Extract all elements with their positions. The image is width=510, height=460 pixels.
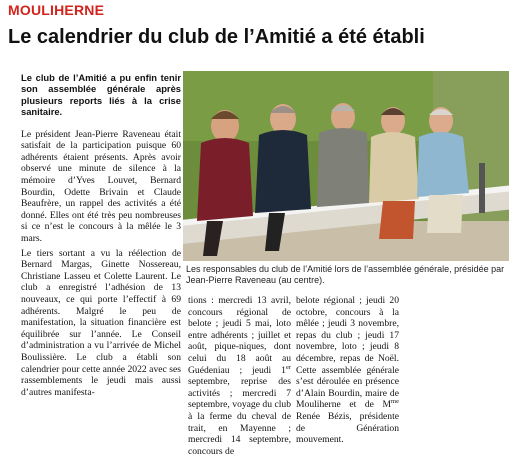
article-paragraph	[296, 295, 399, 446]
photo-illustration	[183, 71, 509, 261]
photo-caption: Les responsables du club de l’Amitié lors de l’assemblée générale, présidée par Jean-Pierre Raveneau (au centre).	[186, 264, 505, 285]
article-text-span: Renée Bézis, présidente de Génération mouvement.	[296, 410, 399, 446]
article-headline: Le calendrier du club de l’Amitié a été établi	[8, 26, 425, 48]
article-text-span: belote régional ; jeudi 20 octobre, concours à la mêlée ; jeudi 3 novembre, repas du club ; jeudi 17 novembre, loto ; jeudi 8 décembre, repas de Noël. Cette assemblée générale s’est déroulée en présence d’Alain Bourdin, maire de Mouliherne et de M	[296, 295, 399, 411]
ordinal-superscript: er	[285, 363, 291, 371]
article-paragraph: Le tiers sortant a vu la réélection de Bernard Margas, Ginette Nossereau, Christiane Lasseu et Colette Laurent. Le club a enregistré l’adhésion de 13 nouveaux, ce qui porte l’effectif à 69 adhérents. Malgré le peu de manifestation, la situation financière est équilibrée sur l’année. Le Conseil d’administration a vu l’arrivée de Michel Boulissière. Le club a établi son calendrier pour cette année 2022 avec ses rassemblements le jeudi mais aussi d’autres manifesta-	[21, 247, 181, 398]
article-lead: Le club de l’Amitié a pu enfin tenir son assemblée générale après plusieurs reports liés à la crise sanitaire.	[21, 72, 181, 118]
article-text-span: septembre, reprise des activités ; mercredi 7 septembre, voyage du club à la ferme du cheval de trait, en Mayenne ; mercredi 14 septembre, concours de	[188, 376, 291, 457]
section-kicker: MOULIHERNE	[8, 2, 105, 18]
article-column-1	[21, 72, 181, 401]
title-superscript: me	[391, 398, 399, 406]
article-column-3	[296, 295, 399, 449]
article-column-2	[188, 295, 291, 460]
article-photo	[183, 71, 509, 261]
article-paragraph	[188, 295, 291, 457]
article-text-span: tions : mercredi 13 avril, concours régional de belote ; jeudi 5 mai, loto entre adhérents ; juillet et août, pique-niques, dont celui du 18 août au Guédeniau ; jeudi 1	[188, 295, 291, 376]
article-paragraph: Le président Jean-Pierre Raveneau était satisfait de la participation puisque 60 adhérents étaient présents. Après avoir observé une minute de silence à la mémoire d’Yves Louvet, Bernard Bourdin, Odette Brivain et Claude Beaufrère, un rappel des activités a été donné. Elles ont été très peu nombreuses si ce n’est le concours à la mêlée le 3 mars.	[21, 128, 181, 244]
